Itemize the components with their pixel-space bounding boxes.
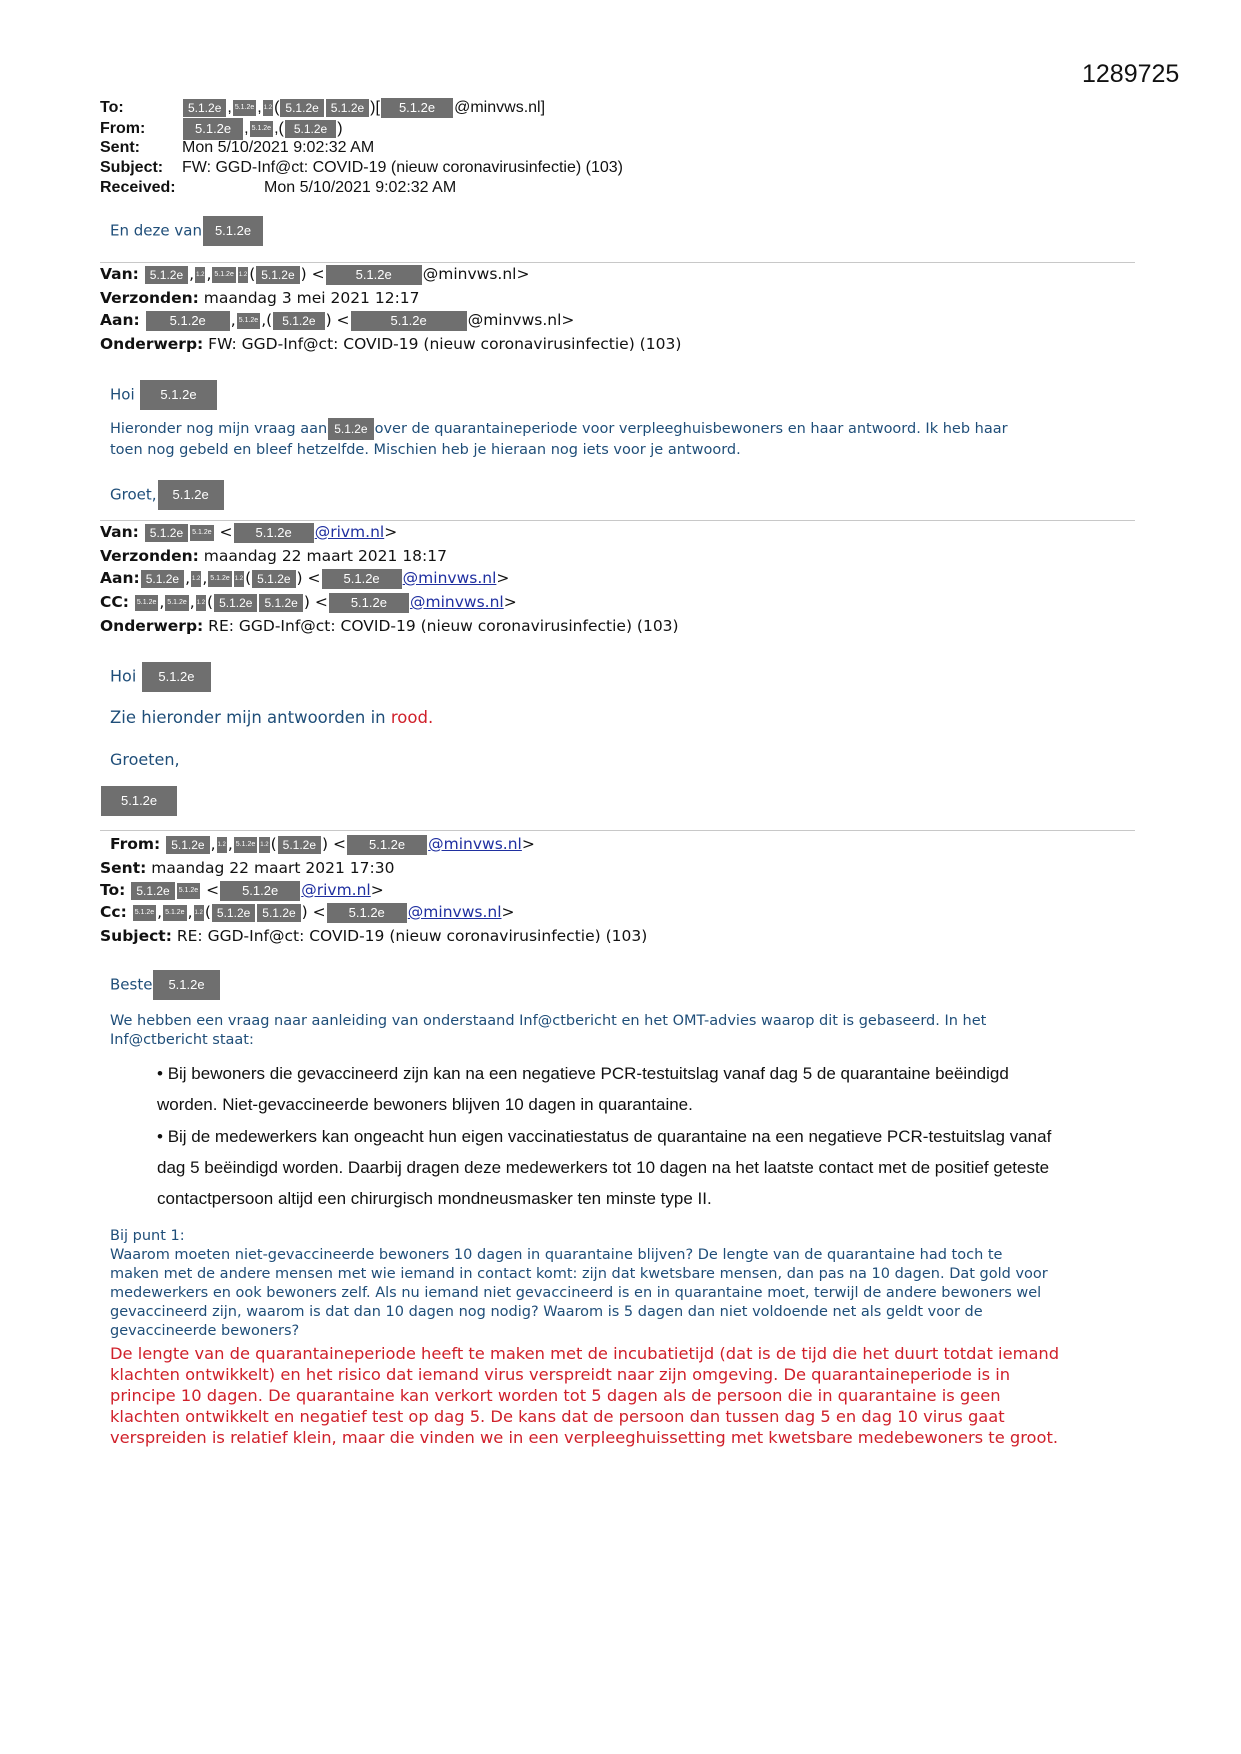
rood-word: rood.	[390, 708, 434, 727]
redaction: 5.1.2e	[190, 525, 213, 541]
redaction: 5.1.2e	[257, 904, 300, 922]
redaction: 5.1.2e	[212, 904, 255, 922]
redaction: 5.1.2e	[351, 311, 467, 331]
msg2-cc-line: CC: 5.1.2e , 5.1.2e , 1.2 ( 5.1.2e 5.1.2e ) < 5.1.2e @minvws.nl>	[100, 593, 517, 611]
sent-label: Sent:	[100, 139, 140, 156]
msg2-body: Zie hieronder mijn antwoorden in rood.	[110, 708, 434, 727]
redaction: 5.1.2e	[131, 882, 174, 900]
cc-domain-link[interactable]: @minvws.nl	[409, 593, 504, 611]
redaction: 5.1.2e	[212, 267, 235, 283]
bullet-2: • Bij de medewerkers kan ongeacht hun eigen vaccinatiestatus de quarantaine na een negatieve PCR-testuitslag vanaf dag 5 beëindigd worden. Daarbij dragen deze medewerkers tot 10 dagen na het laatste contact met de positief geteste contactpersoon altijd een chirurgisch mondneusmasker ten minste type II.	[157, 1127, 1052, 1208]
bullet-1: • Bij bewoners die gevaccineerd zijn kan na een negatieve PCR-testuitslag vanaf dag 5 de quarantaine beëindigd worden. Niet-gevaccineerde bewoners blijven 10 dagen in quarantaine.	[157, 1064, 1009, 1114]
van-domain-link[interactable]: @rivm.nl	[314, 523, 385, 541]
from-label: From:	[100, 120, 146, 138]
redaction: 5.1.2e	[101, 786, 177, 816]
redaction: 5.1.2e	[326, 265, 422, 285]
redaction: 5.1.2e	[326, 99, 369, 117]
msg3-from-line: From: 5.1.2e , 1.2 , 5.1.2e 1.2 ( 5.1.2e ) < 5.1.2e @minvws.nl>	[110, 835, 535, 853]
redaction: 5.1.2e	[163, 905, 186, 921]
header-sent-line	[100, 138, 374, 158]
redaction: 5.1.2e	[259, 594, 302, 612]
msg1-onderwerp-line: Onderwerp: FW: GGD-Inf@ct: COVID-19 (nieuw coronavirusinfectie) (103)	[100, 335, 682, 353]
redaction: 5.1.2e	[145, 266, 188, 284]
header-from-line: From: 5.1.2e , 5.1.2e ,( 5.1.2e )	[100, 118, 343, 140]
redaction: 5.1.2e	[250, 121, 273, 137]
msg1-aan-line: Aan: 5.1.2e , 5.1.2e ,( 5.1.2e ) < 5.1.2e @minvws.nl>	[100, 311, 575, 329]
msg2-verzonden-line: Verzonden: maandag 22 maart 2021 18:17	[100, 547, 447, 565]
redaction: 5.1.2e	[278, 836, 321, 854]
msg3-subject-line: Subject: RE: GGD-Inf@ct: COVID-19 (nieuw coronavirusinfectie) (103)	[100, 927, 648, 945]
redaction: 5.1.2e	[135, 595, 158, 611]
redaction: 5.1.2e	[166, 836, 209, 854]
msg1-body-line1: Hieronder nog mijn vraag aan 5.1.2e over de quarantaineperiode voor verpleeghuisbewoners en haar antwoord. Ik heb haar	[110, 418, 1008, 440]
msg3-to-line: To: 5.1.2e 5.1.2e < 5.1.2e @rivm.nl>	[100, 881, 384, 899]
redaction: 5.1.2e	[183, 118, 243, 140]
redaction: 5.1.2e	[141, 570, 184, 588]
redaction: 5.1.2e	[158, 480, 224, 510]
punt-label: Bij punt 1:	[110, 1228, 185, 1244]
redaction: 5.1.2e	[347, 835, 427, 855]
document-number: 1289725	[1082, 60, 1180, 88]
redaction: 5.1.2e	[234, 837, 257, 853]
cc-domain-link[interactable]: @minvws.nl	[407, 903, 502, 921]
redaction: 5.1.2e	[280, 99, 323, 117]
redaction: 5.1.2e	[208, 571, 231, 587]
msg2-signature	[100, 786, 178, 816]
to-domain-link[interactable]: @rivm.nl	[301, 881, 371, 899]
redaction: 5.1.2e	[273, 312, 324, 330]
aan-domain-link[interactable]: @minvws.nl	[402, 569, 497, 587]
van-domain: @minvws.nl>	[422, 265, 530, 283]
to-domain: @minvws.nl]	[454, 99, 546, 117]
redaction: 1.2	[263, 100, 273, 116]
subject-label: Subject:	[100, 159, 164, 176]
redaction: 5.1.2e	[146, 311, 230, 331]
divider	[100, 520, 1135, 521]
header-subject-line	[100, 158, 623, 178]
redaction: 5.1.2e	[153, 970, 219, 1000]
to-label: To:	[100, 99, 124, 117]
msg3-intro-line1: We hebben een vraag naar aanleiding van onderstaand Inf@ctbericht en het OMT-advies waarop dit is gebaseerd. In het	[110, 1013, 987, 1029]
redaction: 5.1.2e	[142, 662, 210, 692]
redaction: 5.1.2e	[327, 903, 407, 923]
msg1-body-line2: toen nog gebeld en bleef hetzelfde. Mischien heb je hieraan nog iets voor je antwoord.	[110, 442, 741, 458]
redaction: 5.1.2e	[322, 569, 402, 589]
redaction: 5.1.2e	[285, 120, 336, 138]
divider	[100, 262, 1135, 263]
redaction: 5.1.2e	[177, 883, 200, 899]
subject-value: FW: GGD-Inf@ct: COVID-19 (nieuw coronavirusinfectie) (103)	[182, 159, 623, 176]
msg2-van-line: Van: 5.1.2e 5.1.2e < 5.1.2e @rivm.nl>	[100, 523, 398, 541]
divider	[100, 830, 1135, 831]
redaction: 5.1.2e	[183, 99, 226, 117]
redaction: 5.1.2e	[140, 380, 216, 410]
msg1-verzonden-line: Verzonden: maandag 3 mei 2021 12:17	[100, 289, 420, 307]
answer-red: De lengte van de quarantaineperiode heeft te maken met de incubatietijd (dat is de tijd die het duurt totdat iemand klachten ontwikkelt) en het risico dat iemand virus verspreidt naar zijn omgeving. De quarantaineperiode is in principe 10 dagen. De quarantaine kan verkort worden tot 5 dagen als de persoon die in quarantaine is geen klachten ontwikkelt en negatief test op dag 5. De kans dat de persoon dan tussen dag 5 en dag 10 virus gaat verspreiden is relatief klein, maar die vinden we in een verpleeghuissetting met kwetsbare medebewoners te groot.	[110, 1344, 1060, 1447]
redaction: 5.1.2e	[145, 524, 188, 542]
question-line1: Waarom moeten niet-gevaccineerde bewoners 10 dagen in quarantaine blijven? De lengte van de quarantaine had toch te	[110, 1247, 1003, 1263]
msg1-greeting: Hoi 5.1.2e	[110, 380, 218, 410]
redaction: 5.1.2e	[252, 570, 295, 588]
header-to-line: To: 5.1.2e , 5.1.2e , 1.2 ( 5.1.2e 5.1.2e )[ 5.1.2e @minvws.nl]	[100, 99, 546, 117]
question-line5: gevaccineerde bewoners?	[110, 1323, 300, 1339]
msg2-closing: Groeten,	[110, 750, 180, 769]
msg2-greeting: Hoi 5.1.2e	[110, 662, 212, 692]
msg1-closing: Groet, 5.1.2e	[110, 480, 225, 510]
from-domain-link[interactable]: @minvws.nl	[428, 835, 522, 853]
msg3-greeting: Beste 5.1.2e	[110, 970, 221, 1000]
redaction: 5.1.2e	[328, 418, 373, 440]
msg2-onderwerp-line: Onderwerp: RE: GGD-Inf@ct: COVID-19 (nieuw coronavirusinfectie) (103)	[100, 617, 679, 635]
sent-value: Mon 5/10/2021 9:02:32 AM	[182, 139, 375, 156]
msg3-sent-line: Sent: maandag 22 maart 2021 17:30	[100, 859, 395, 877]
question-line2: maken met de andere mensen met wie iemand in contact komt: zijn dat kwetsbare mensen, dan pas na 10 dagen. Dat gold voor	[110, 1266, 1048, 1282]
question-line4: gevaccineerd zijn, waarom is dat dan 10 dagen nog nodig? Waarom is 5 dagen dan niet voldoende net als geldt voor de	[110, 1304, 983, 1320]
intro-line: En deze van 5.1.2e	[110, 216, 264, 246]
received-label: Received:	[100, 179, 176, 196]
redaction: 5.1.2e	[256, 266, 299, 284]
redaction: 5.1.2e	[234, 523, 314, 543]
header-received-line	[100, 178, 456, 198]
question-line3: medewerkers en ook bewoners zelf. Als nu iemand niet gevaccineerd is en in quarantaine moet, terwijl de andere bewoners wel	[110, 1285, 1042, 1301]
msg3-cc-line: Cc: 5.1.2e , 5.1.2e , 1.2 ( 5.1.2e 5.1.2e ) < 5.1.2e @minvws.nl>	[100, 903, 515, 921]
redaction: 5.1.2e	[237, 313, 260, 329]
received-value: Mon 5/10/2021 9:02:32 AM	[264, 179, 457, 196]
redaction: 5.1.2e	[165, 595, 188, 611]
msg2-aan-line: Aan: 5.1.2e , 1.2 , 5.1.2e 1.2 ( 5.1.2e ) < 5.1.2e @minvws.nl>	[100, 569, 510, 587]
redaction: 5.1.2e	[220, 881, 300, 901]
redaction: 5.1.2e	[133, 905, 156, 921]
msg3-intro-line2: Inf@ctbericht staat:	[110, 1032, 254, 1048]
redaction: 5.1.2e	[203, 216, 263, 246]
redaction: 5.1.2e	[233, 100, 256, 116]
redaction: 5.1.2e	[329, 593, 409, 613]
redaction: 5.1.2e	[381, 98, 453, 118]
msg1-van-line: Van: 5.1.2e , 1.2 , 5.1.2e 1.2 ( 5.1.2e ) < 5.1.2e @minvws.nl>	[100, 265, 530, 283]
redaction: 5.1.2e	[214, 594, 257, 612]
